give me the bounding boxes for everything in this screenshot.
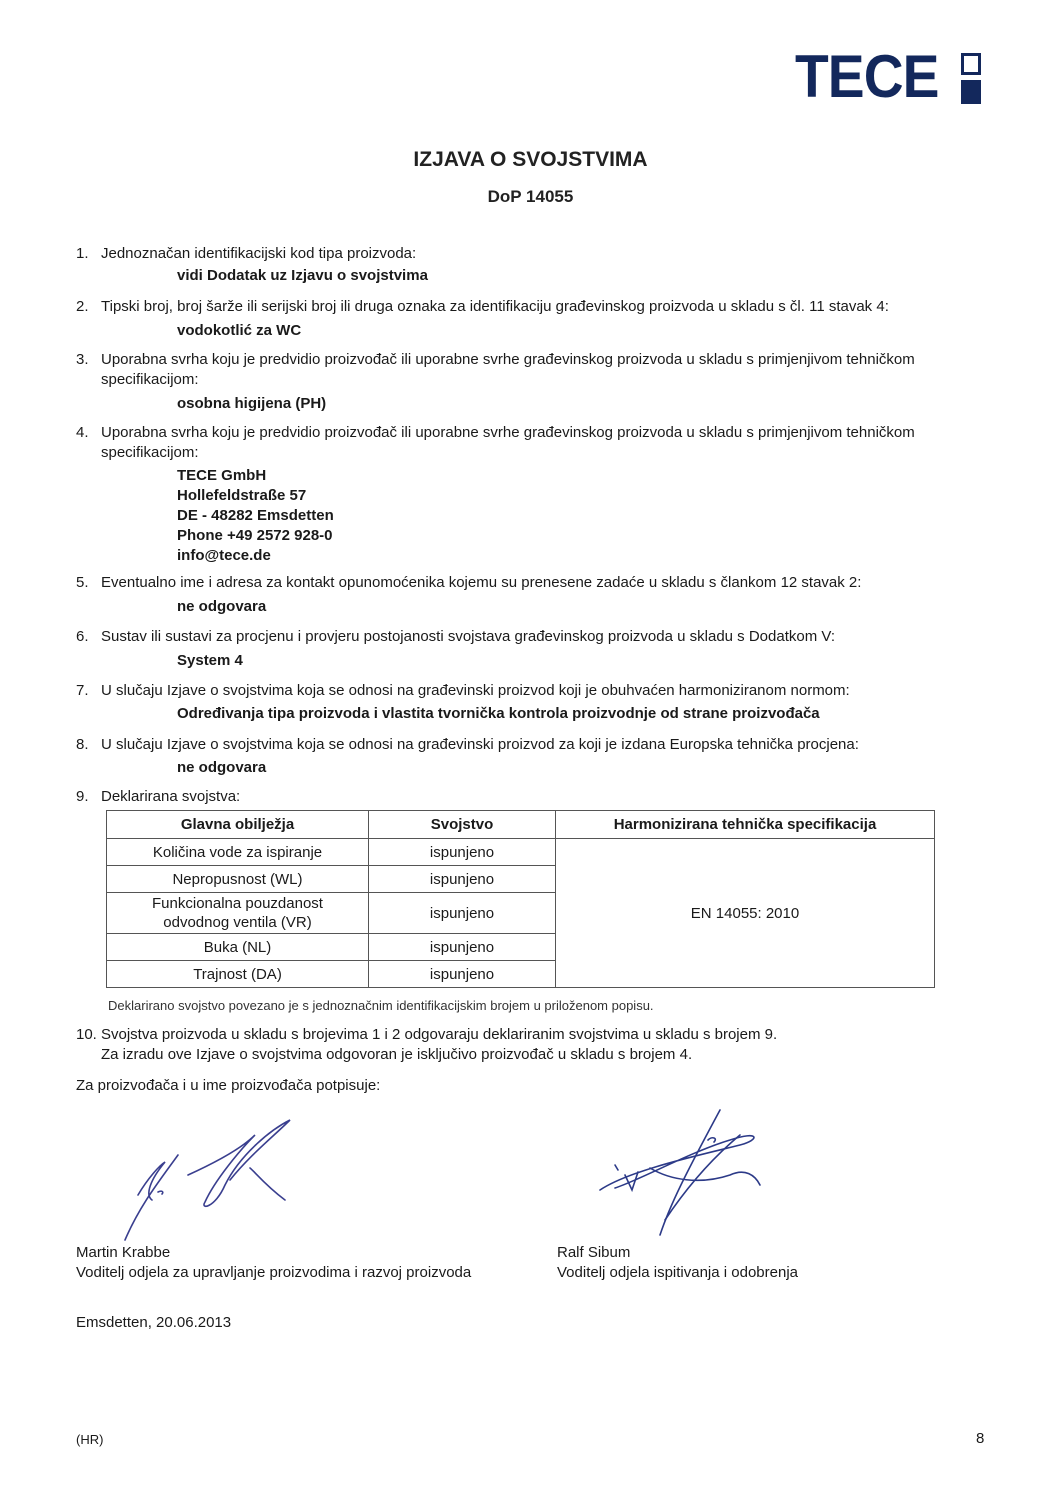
signatory-1 [76, 1243, 471, 1283]
performance-cell: ispunjeno [369, 934, 556, 961]
address-email: info@tece.de [177, 547, 271, 564]
declared-performance-table [106, 810, 935, 988]
item-text: Uporabna svrha koju je predvidio proizvođač ili uporabne svrhe građevinskog proizvoda u skladu s primjenjivom tehničkom specifikacijom: [101, 351, 915, 388]
feature-cell: Trajnost (DA) [107, 961, 369, 988]
item-8 [76, 735, 986, 755]
item-9 [76, 787, 986, 807]
table-row [107, 839, 935, 866]
feature-cell: Funkcionalna pouzdanost odvodnog ventila (VR) [107, 893, 369, 934]
item-5 [76, 573, 986, 593]
item-3-value: osobna higijena (PH) [177, 395, 327, 412]
address-line: TECE GmbH [177, 467, 267, 484]
column-header: Svojstvo [369, 811, 556, 839]
item-text: Eventualno ime i adresa za kontakt opunomoćenika kojemu su prenesene zadaće u skladu s člankom 12 stavak 2: [101, 574, 862, 591]
page-number: 8 [976, 1430, 985, 1447]
signatory-name: Martin Krabbe [76, 1244, 171, 1261]
address-line: Hollefeldstraße 57 [177, 487, 307, 504]
item-text: Uporabna svrha koju je predvidio proizvođač ili uporabne svrhe građevinskog proizvoda u skladu s primjenjivom tehničkom specifikacijom: [101, 424, 915, 461]
logo-square-outline [961, 53, 981, 75]
item-text-line: Svojstva proizvoda u skladu s brojevima 1 i 2 odgovaraju deklariranim svojstvima u skladu s brojem 9. [101, 1026, 778, 1043]
address-line: Phone +49 2572 928-0 [177, 527, 333, 544]
logo-square-filled [961, 80, 981, 104]
item-number: 3. [76, 351, 89, 368]
signatory-role: Voditelj odjela ispitivanja i odobrenja [557, 1264, 798, 1281]
item-1 [76, 244, 986, 264]
item-text: Tipski broj, broj šarže ili serijski broj ili druga oznaka za identifikaciju građevinskog proizvoda u skladu s čl. 11 stavak 4: [101, 298, 889, 315]
item-5-value: ne odgovara [177, 598, 267, 615]
address-line: DE - 48282 Emsdetten [177, 507, 334, 524]
document-title: IZJAVA O SVOJSTVIMA [413, 148, 648, 171]
item-6 [76, 627, 986, 647]
item-2-value: vodokotlić za WC [177, 322, 302, 339]
item-number: 4. [76, 424, 89, 441]
item-number: 9. [76, 788, 89, 805]
item-8-value: ne odgovara [177, 759, 267, 776]
table-header-row [107, 811, 935, 839]
signatory-2 [557, 1243, 798, 1283]
table-footnote: Deklarirano svojstvo povezano je s jednoznačnim identifikacijskim brojem u priloženom popisu. [108, 998, 654, 1013]
item-text: U slučaju Izjave o svojstvima koja se odnosi na građevinski proizvod za koji je izdana Europska tehnička procjena: [101, 736, 859, 753]
language-code: (HR) [76, 1432, 104, 1447]
item-7 [76, 681, 986, 701]
signature-ralf-sibum [590, 1100, 790, 1250]
signatory-role: Voditelj odjela za upravljanje proizvodima i razvoj proizvoda [76, 1264, 472, 1281]
item-1-value: vidi Dodatak uz Izjavu o svojstvima [177, 267, 428, 284]
item-number: 1. [76, 245, 89, 262]
item-text: Sustav ili sustavi za procjenu i provjeru postojanosti svojstava građevinskog proizvoda u skladu s Dodatkom V: [101, 628, 835, 645]
item-2 [76, 297, 986, 317]
item-4 [76, 423, 986, 463]
performance-cell: ispunjeno [369, 893, 556, 934]
item-text: Deklarirana svojstva: [101, 788, 241, 805]
manufacturer-address [177, 466, 334, 566]
performance-cell: ispunjeno [369, 866, 556, 893]
column-header: Harmonizirana tehnička specifikacija [556, 811, 935, 839]
item-number: 7. [76, 682, 89, 699]
item-text-line: Za izradu ove Izjave o svojstvima odgovoran je isključivo proizvođač u skladu s brojem 4. [101, 1046, 693, 1063]
item-number: 6. [76, 628, 89, 645]
item-number: 5. [76, 574, 89, 591]
item-10 [76, 1025, 986, 1065]
column-header: Glavna obilježja [107, 811, 369, 839]
feature-cell: Nepropusnost (WL) [107, 866, 369, 893]
item-number: 8. [76, 736, 89, 753]
item-3 [76, 350, 986, 390]
performance-cell: ispunjeno [369, 839, 556, 866]
item-number: 10. [76, 1026, 97, 1043]
performance-cell: ispunjeno [369, 961, 556, 988]
logo-text: TECE [795, 43, 939, 110]
item-number: 2. [76, 298, 89, 315]
item-text: U slučaju Izjave o svojstvima koja se odnosi na građevinski proizvod koji je obuhvaćen harmoniziranom normom: [101, 682, 850, 699]
tece-logo [795, 43, 985, 110]
item-7-value: Određivanja tipa proizvoda i vlastita tvornička kontrola proizvodnje od strane proizvođača [177, 705, 820, 722]
signature-martin-krabbe [90, 1110, 320, 1250]
feature-cell: Količina vode za ispiranje [107, 839, 369, 866]
specification-cell: EN 14055: 2010 [556, 839, 935, 988]
item-text: Jednoznačan identifikacijski kod tipa proizvoda: [101, 245, 417, 262]
signatory-name: Ralf Sibum [557, 1244, 631, 1261]
item-6-value: System 4 [177, 652, 243, 669]
document-subtitle: DoP 14055 [487, 187, 574, 206]
signing-intro: Za proizvođača i u ime proizvođača potpisuje: [76, 1077, 381, 1094]
place-and-date: Emsdetten, 20.06.2013 [76, 1314, 232, 1331]
feature-cell: Buka (NL) [107, 934, 369, 961]
